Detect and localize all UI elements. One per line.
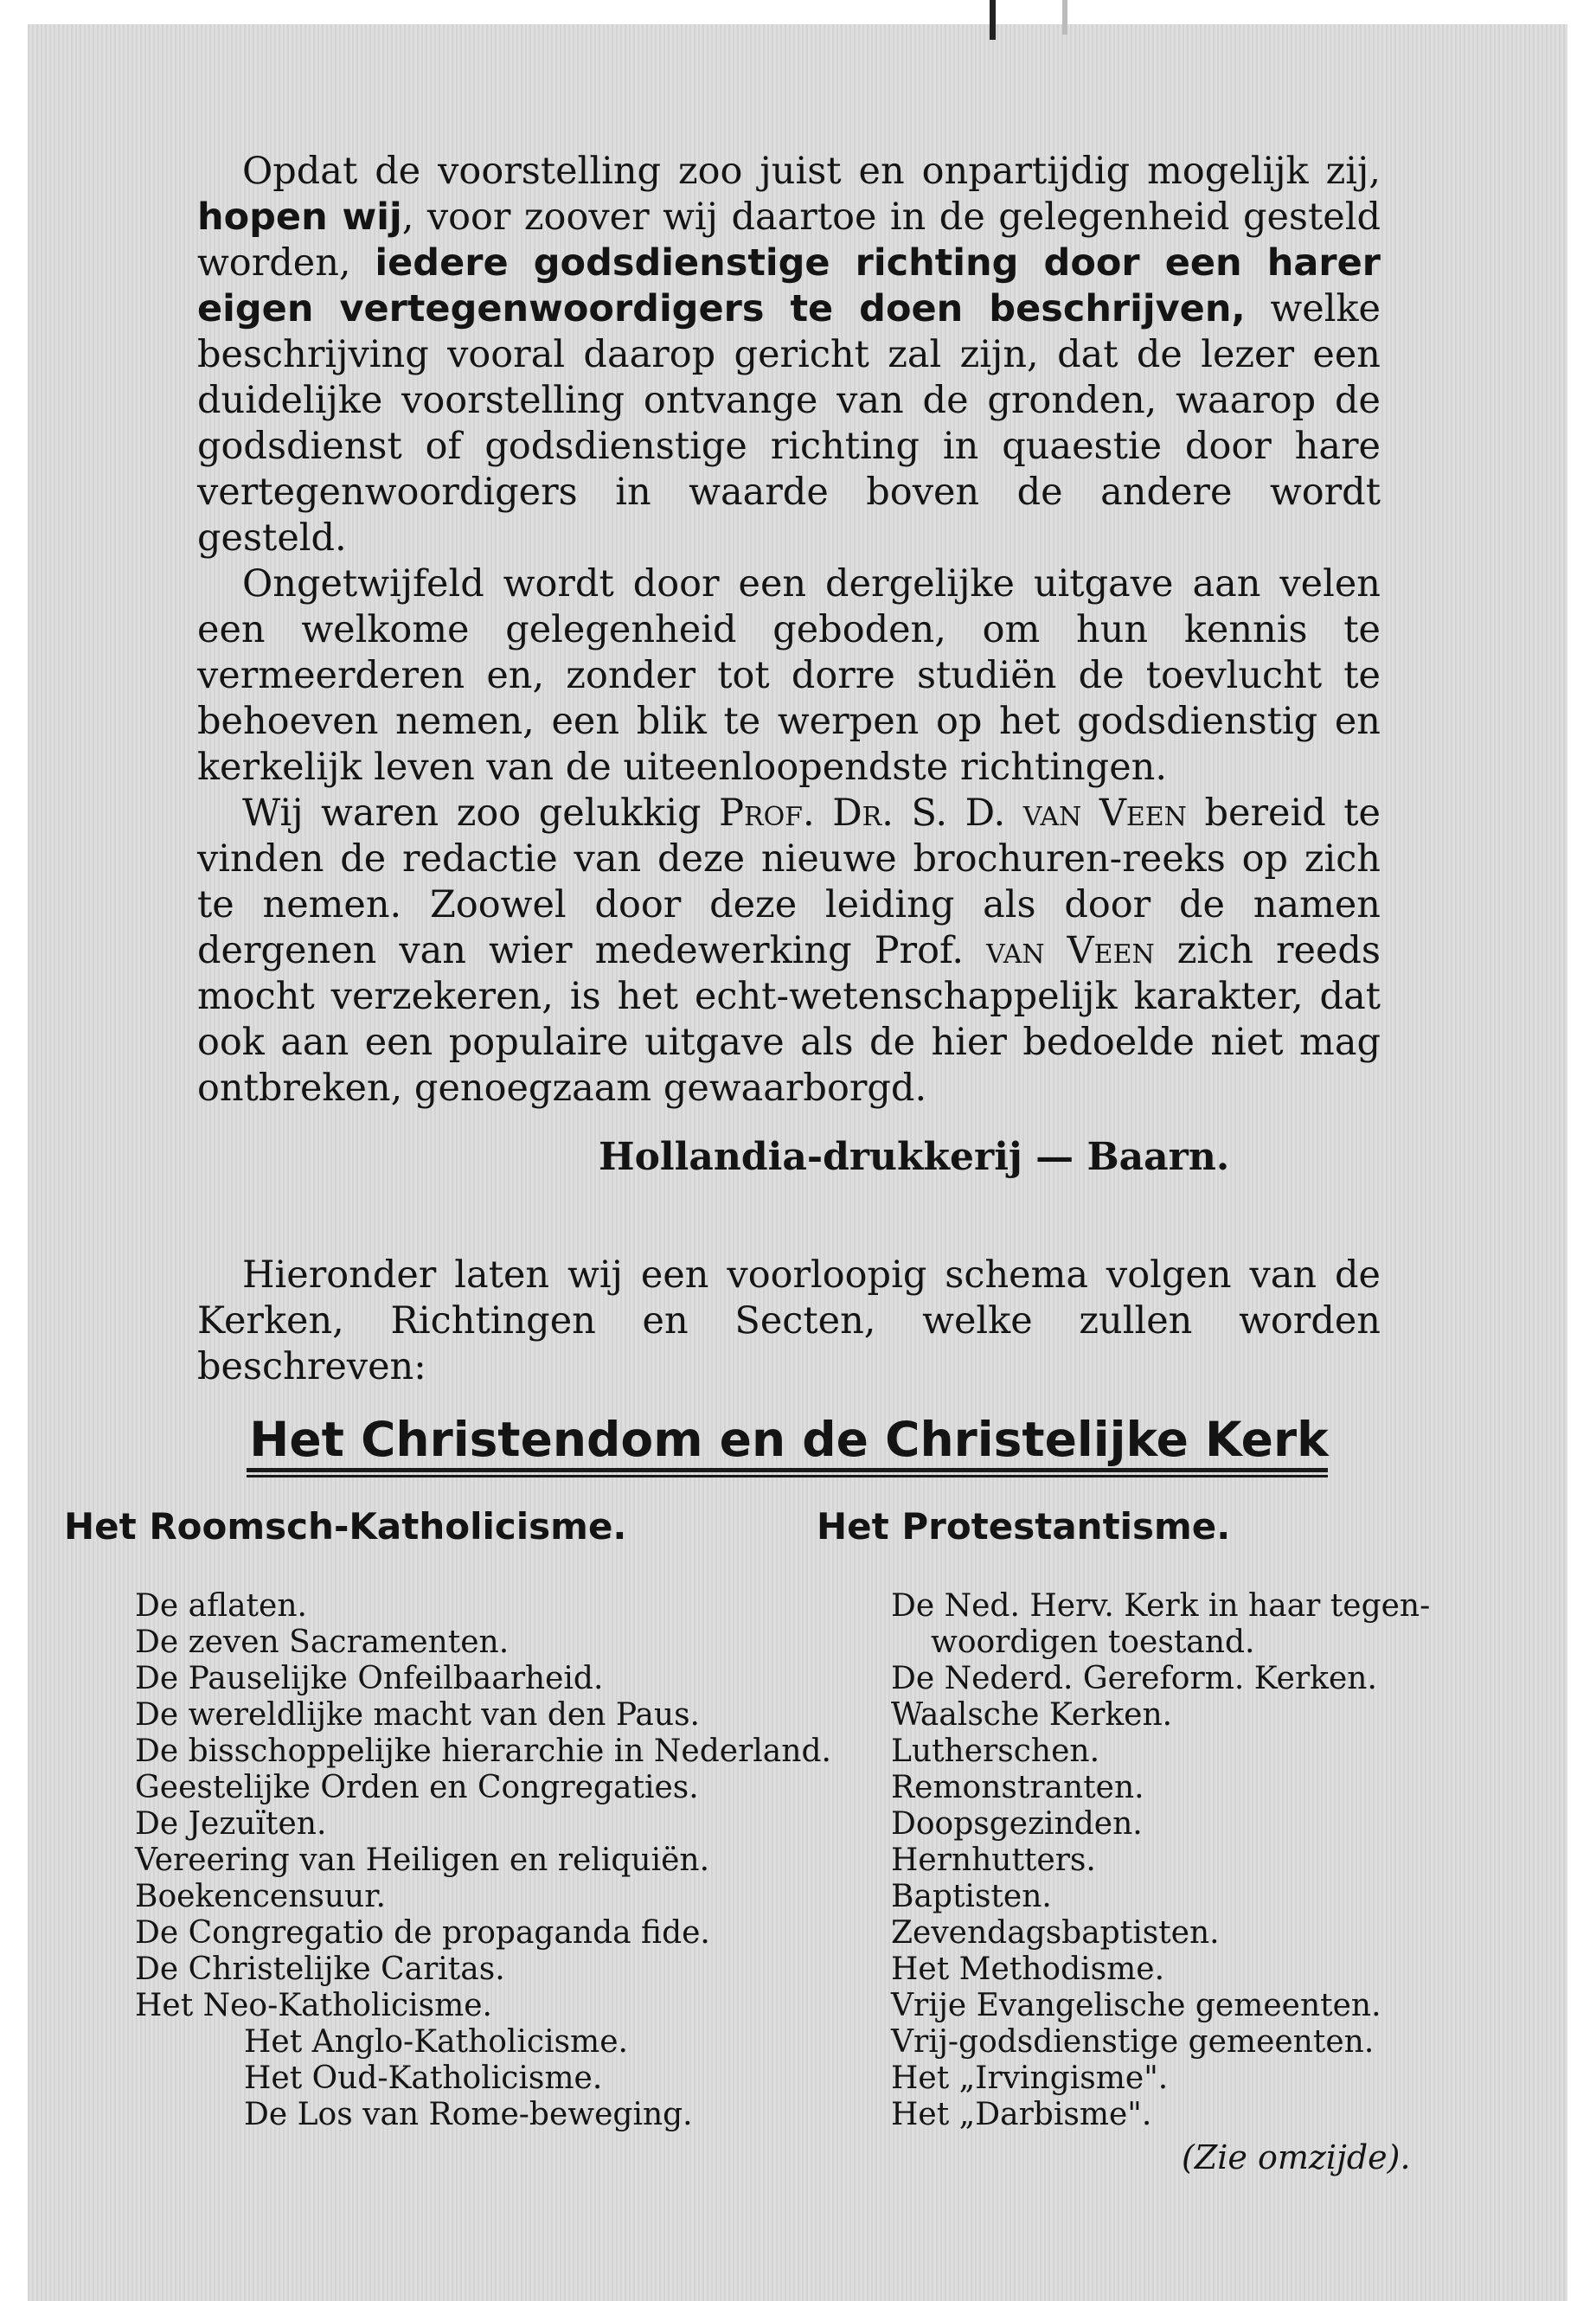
list-item: De wereldlijke macht van den Paus. [135,1697,700,1733]
list-item: De bisschoppelijke hierarchie in Nederland. [135,1734,831,1769]
p3-text-e: zich reeds mocht verzekeren, is het echt-wetenschappelijk karakter, dat ook aan een populaire uitgave als de hier bedoelde niet mag ontbreken, genoegzaam gewaarborgd. [197,929,1381,1110]
p1-text-c: , voor zoover wij daartoe in de gelegenheid gesteld worden, [197,195,1381,285]
left-column-list [135,1588,831,2133]
p1-text-a: Opdat de voorstelling zoo juist en onpartijdig mogelijk zij, [242,150,1381,193]
list-item: Vrij-godsdienstige gemeenten. [891,2024,1375,2060]
list-item: Remonstranten. [891,1770,1144,1805]
heading-rule-thick [247,1468,1328,1472]
p1-text-e: welke beschrijving vooral daarop gericht zal zijn, dat de lezer een duidelijke voorstelling ontvange van de gronden, waarop de godsdienst of godsdienstige richting in quaestie door hare vertegenwoordigers in waarde boven de andere wordt gesteld. [197,287,1381,560]
right-column-list [891,1588,1430,2133]
publisher-line: Hollandia-drukkerij — Baarn. [599,1135,1230,1179]
list-item: Het Anglo-Katholicisme. [244,2024,628,2060]
list-item: Vrije Evangelische gemeenten. [891,1988,1381,2023]
page-edge [1062,0,1067,35]
main-text [197,149,1381,1112]
list-item: De Congregatio de propaganda fide. [135,1915,710,1951]
list-item: De zeven Sacramenten. [135,1625,510,1660]
list-item: woordigen toestand. [931,1625,1255,1660]
p3-text-c: bereid te vinden de redactie van deze nieuwe brochuren-reeks op zich te nemen. Zoowel door deze leiding als door de namen dergenen van wier medewerking Prof. [197,792,1381,972]
p3-editor-surname: van Veen [986,929,1155,972]
paragraph-2: Ongetwijfeld wordt door een dergelijke uitgave aan velen een welkome gelegenheid geboden, om hun kennis te vermeerderen en, zonder tot dorre studiën de toevlucht te behoeven nemen, een blik te werpen op het godsdienstig en kerkelijk leven van de uiteenloopendste richtingen. [197,562,1381,789]
list-item: Geestelijke Orden en Congregaties. [135,1770,699,1805]
paragraph-3 [197,791,1381,1112]
list-item: De Los van Rome-beweging. [244,2097,693,2132]
left-column-title: Het Roomsch-Katholicisme. [64,1505,627,1548]
list-item: Lutherschen. [891,1734,1100,1769]
section-heading: Het Christendom en de Christelijke Kerk [249,1412,1329,1467]
list-item: De Jezuïten. [135,1806,327,1842]
list-item: Het Neo-Katholicisme. [135,1988,492,2023]
list-item: De Ned. Herv. Kerk in haar tegen- [891,1588,1431,1624]
list-item: Het Oud-Katholicisme. [244,2061,603,2096]
heading-rule-thin [247,1475,1328,1477]
intro-paragraph: Hieronder laten wij een voorloopig schema volgen van de Kerken, Richtingen en Secten, welke zullen worden beschreven: [197,1253,1381,1388]
list-item: Zevendagsbaptisten. [891,1915,1220,1951]
intro-block [197,1253,1381,1390]
right-column-title: Het Protestantisme. [817,1505,1231,1548]
p3-editor-name: Prof. Dr. S. D. van Veen [719,792,1187,835]
list-item: Het „Irvingisme". [891,2061,1169,2096]
paragraph-1 [197,149,1381,561]
p1-bold-richting: iedere godsdienstige richting door een harer eigen vertegenwoordigers te doen beschrijven, [197,241,1381,330]
list-item: De Christelijke Caritas. [135,1952,505,1987]
list-item: Het Methodisme. [891,1952,1165,1987]
list-item: Vereering van Heiligen en reliquiën. [135,1843,710,1878]
binding-mark [990,0,996,40]
list-item: Waalsche Kerken. [891,1697,1173,1733]
list-item: De Nederd. Gereform. Kerken. [891,1661,1377,1696]
list-item: Hernhutters. [891,1843,1096,1878]
list-item: Boekencensuur. [135,1879,386,1914]
list-item: De Pauselijke Onfeilbaarheid. [135,1661,604,1696]
list-item: Baptisten. [891,1879,1052,1914]
list-item: Het „Darbisme". [891,2097,1152,2132]
see-overleaf-note: (Zie omzijde). [1182,2138,1411,2176]
list-item: De aflaten. [135,1588,307,1624]
list-item: Doopsgezinden. [891,1806,1143,1842]
p1-bold-hopen: hopen wij [197,195,402,239]
p3-text-a: Wij waren zoo gelukkig [242,792,720,835]
